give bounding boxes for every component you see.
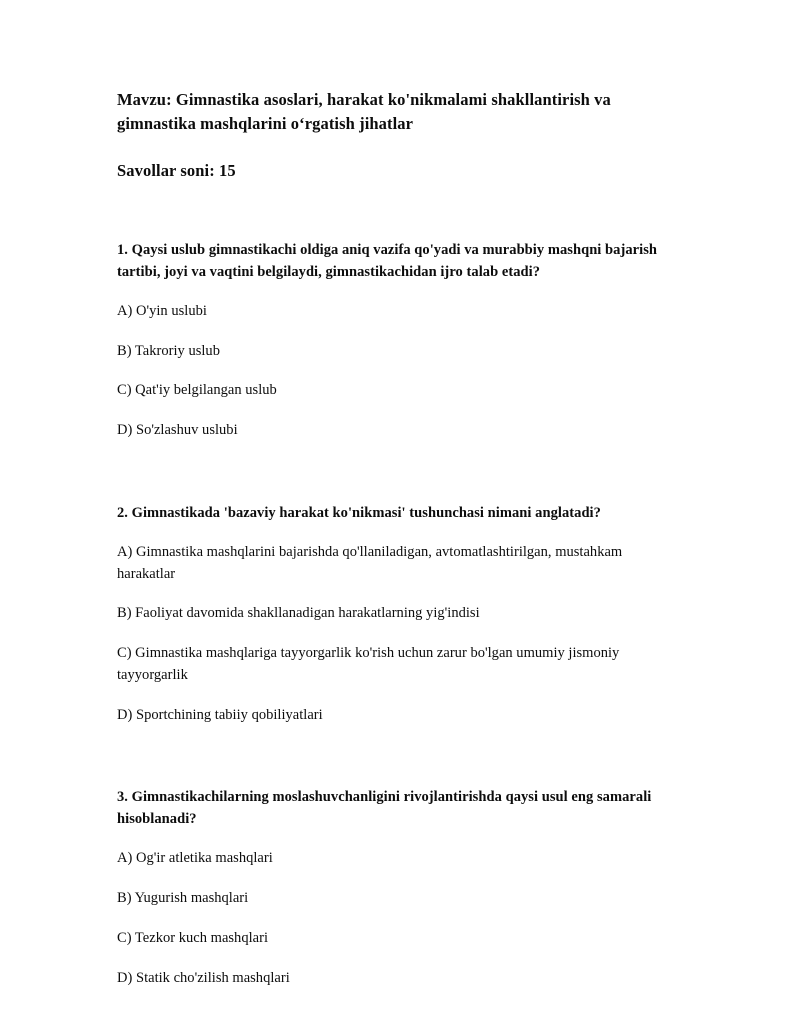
page-title: Mavzu: Gimnastika asoslari, harakat ko'nikmalami shakllantirish va gimnastika mashqlarini oʻrgatish jihatlar	[117, 90, 611, 134]
option-b[interactable]: B) Faoliyat davomida shakllanadigan harakatlarning yig'indisi	[117, 605, 480, 622]
option-a[interactable]: A) O'yin uslubi	[117, 302, 207, 319]
question-text: 1. Qaysi uslub gimnastikachi oldiga aniq vazifa qo'yadi va murabbiy mashqni bajarish tartibi, joyi va vaqtini belgilaydi, gimnastikachidan ijro talab etadi?	[117, 241, 658, 280]
questions-list	[117, 239, 683, 990]
option-c[interactable]: C) Gimnastika mashqlariga tayyorgarlik ko'rish uchun zarur bo'lgan umumiy jismoniy tayyorgarlik	[117, 645, 620, 683]
option-c[interactable]: C) Tezkor kuch mashqlari	[117, 929, 269, 946]
option-d[interactable]: D) So'zlashuv uslubi	[117, 422, 238, 439]
question-block	[117, 502, 683, 727]
option-d[interactable]: D) Sportchining tabiiy qobiliyatlari	[117, 706, 323, 723]
option-a[interactable]: A) Gimnastika mashqlarini bajarishda qo'llaniladigan, avtomatlashtirilgan, mustahkam harakatlar	[117, 543, 623, 582]
option-b[interactable]: B) Yugurish mashqlari	[117, 890, 249, 907]
question-block	[117, 239, 683, 442]
question-block	[117, 786, 683, 989]
question-count-label: Savollar soni: 15	[117, 160, 236, 180]
question-text: 2. Gimnastikada 'bazaviy harakat ko'nikmasi' tushunchasi nimani anglatadi?	[117, 504, 601, 521]
option-d[interactable]: D) Statik cho'zilish mashqlari	[117, 969, 290, 986]
option-a[interactable]: A) Og'ir atletika mashqlari	[117, 850, 273, 867]
document-content	[117, 88, 683, 989]
option-c[interactable]: C) Qat'iy belgilangan uslub	[117, 382, 277, 399]
option-b[interactable]: B) Takroriy uslub	[117, 342, 220, 359]
question-text: 3. Gimnastikachilarning moslashuvchanligini rivojlantirishda qaysi usul eng samarali hisoblanadi?	[117, 789, 652, 828]
